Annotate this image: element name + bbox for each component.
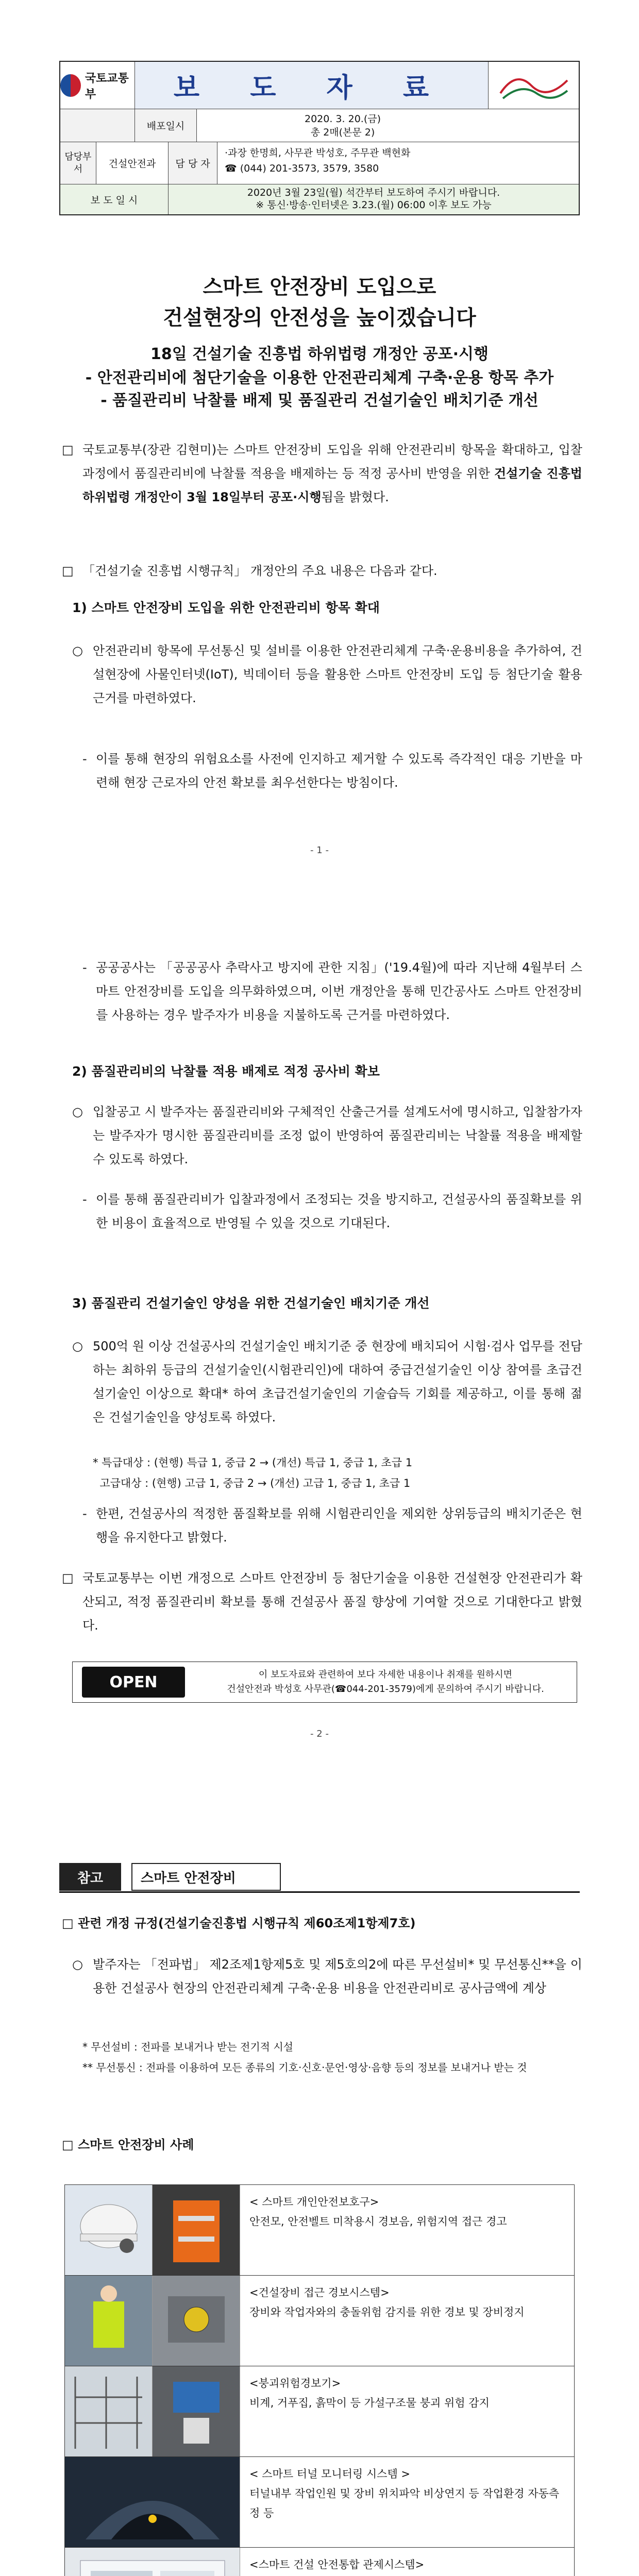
example-title: <붕괴위험경보기> xyxy=(249,2377,341,2389)
embargo-label: 보 도 일 시 xyxy=(60,184,169,214)
circle-bullet-icon: ○ xyxy=(72,1957,83,1972)
circle-bullet-icon: ○ xyxy=(72,1339,83,1353)
checkbox-bullet-icon: □ xyxy=(62,443,74,457)
example-row xyxy=(65,2366,574,2457)
definition-radio-communication: ** 무선통신 : 전파를 이용하여 모든 종류의 기호·신호·문언·영상·음향 등의 정보를 보내거나 받는 것 xyxy=(82,2061,527,2074)
reference-section-1-text: ○ 발주자는 「전파법」 제2조제1항제5호 및 제5호의2에 따른 무선설비* 및 무선통신**을 이용한 건설공사 현장의 안전관리체계 구축·운용 비용을 안전관리비로 공사금액에 계상 xyxy=(72,1953,582,2000)
page-number-1: - 1 - xyxy=(310,845,329,856)
note-line-2: 건설안전과 박성호 사무관(☎044-201-3579)에게 문의하여 주시기 바랍니다. xyxy=(227,1684,544,1694)
scaffold-photo-icon xyxy=(65,2366,153,2456)
example-row xyxy=(65,2548,574,2576)
section-2-point-2: - 이를 통해 품질관리비가 입찰과정에서 조정되는 것을 방지하고, 건설공사의 품질확보를 위한 비용이 효율적으로 반영될 수 있을 것으로 기대된다. xyxy=(82,1192,582,1230)
example-row xyxy=(65,2457,574,2548)
page-number-2: - 2 - xyxy=(310,1728,329,1739)
ministry-name: 국토교통부 xyxy=(85,72,129,101)
contact-info xyxy=(217,142,579,184)
tunnel-monitoring-photo-icon xyxy=(65,2457,240,2547)
section-2-point-1: ○ 입찰공고 시 발주자는 품질관리비와 구체적인 산출근거를 설계도서에 명시하고, 입찰참가자는 발주자가 명시한 품질관리비를 조정 없이 반영하여 품질관리비는 낙찰률 적용을 배제할 수 있도록 하였다. xyxy=(72,1100,582,1171)
distribution-date: 2020. 3. 20.(금) xyxy=(305,113,381,125)
taegeuk-logo-icon xyxy=(60,74,81,97)
distribution-label: 배포일시 xyxy=(135,109,197,142)
sensor-device-photo-icon xyxy=(153,2276,240,2366)
example-title: < 스마트 터널 모니터링 시스템 > xyxy=(249,2468,410,2480)
worker-vest-photo-icon xyxy=(65,2276,153,2366)
press-header-table xyxy=(59,61,580,215)
embargo-line1: 2020년 3월 23일(월) 석간부터 보도하여 주시기 바랍니다. xyxy=(247,187,500,198)
example-title: <건설장비 접근 경보시스템> xyxy=(249,2286,390,2299)
paragraph-intro: □ 국토교통부(장관 김현미)는 스마트 안전장비 도입을 위해 안전관리비 항목을 확대하고, 입찰과정에서 품질관리비에 낙찰률 적용을 배제하는 등 적정 공사비 반영을 위한 건설기술 진흥법 하위법령 개정안이 3월 18일부터 공포·시행됨을 밝혔다. xyxy=(62,438,582,509)
note-line-1: 이 보도자료와 관련하여 보다 자세한 내용이나 취재를 원하시면 xyxy=(258,1669,513,1680)
section-3-heading: 3) 품질관리 건설기술인 양성을 위한 건설기술인 배치기준 개선 xyxy=(72,1296,430,1311)
definition-radio-equipment: * 무선설비 : 전파를 보내거나 받는 전기적 시설 xyxy=(82,2041,293,2053)
paragraph-conclusion: □ 국토교통부는 이번 개정으로 스마트 안전장비 등 첨단기술을 이용한 건설현장 안전관리가 확산되고, 적정 품질관리비 확보를 통해 건설공사 품질 향상에 기여할 것으로 기대한다고 밝혔다. xyxy=(62,1566,582,1637)
example-title: < 스마트 개인안전보호구> xyxy=(249,2196,379,2208)
example-desc: 안전모, 안전벨트 미착용시 경보음, 위험지역 접근 경고 xyxy=(249,2215,507,2228)
reference-header xyxy=(59,1860,580,1893)
distribution-pages: 총 2매(본문 2) xyxy=(310,127,375,138)
reference-section-2-heading: □ 스마트 안전장비 사례 xyxy=(62,2138,194,2152)
contact-people: ·과장 한명희, 사무관 박성호, 주무관 백현화 xyxy=(225,147,411,159)
distribution-info xyxy=(197,109,489,142)
press-release-title: 보 도 자 료 xyxy=(135,62,489,109)
circle-bullet-icon: ○ xyxy=(72,643,83,658)
contact-label: 담 당 자 xyxy=(169,142,217,184)
section-3-point-1: ○ 500억 원 이상 건설공사의 건설기술인 배치기준 중 현장에 배치되어 시험·검사 업무를 전담하는 최하위 등급의 건설기술인(시험관리인)에 대하여 중급건설기술인 이상 참여를 초급건설기술인 이상으로 확대* 하여 초급건설기술인의 기술습득 기회를 제공하고, 이를 통해 젊은 건설기술인을 양성토록 하였다. xyxy=(72,1334,582,1429)
example-row xyxy=(65,2276,574,2366)
open-license-badge: OPEN xyxy=(82,1667,185,1698)
reference-title: 스마트 안전장비 xyxy=(131,1863,281,1891)
section-1-point-1: ○ 안전관리비 항목에 무선통신 및 설비를 이용한 안전관리체계 구축·운용비용을 추가하여, 건설현장에 사물인터넷(IoT), 빅데이터 등을 활용한 스마트 안전장비 도입 등 첨단기술 활용 근거를 마련하였다. xyxy=(72,639,582,710)
slogan-logo xyxy=(489,62,579,109)
headline-title-2: 건설현장의 안전성을 높이겠습니다 xyxy=(163,306,476,330)
smart-equipment-examples-table xyxy=(64,2184,575,2576)
dept-value: 건설안전과 xyxy=(96,142,169,184)
embargo-info xyxy=(169,184,579,214)
section-1-heading: 1) 스마트 안전장비 도입을 위한 안전관리비 항목 확대 xyxy=(72,600,380,615)
dept-label: 담당부서 xyxy=(60,142,96,184)
checkbox-bullet-icon: □ xyxy=(62,1571,74,1585)
contact-phone: ☎ (044) 201-3573, 3579, 3580 xyxy=(225,163,379,174)
section-1-point-2: - 이를 통해 현장의 위험요소를 사전에 인지하고 제거할 수 있도록 즉각적인 대응 기반을 마련해 현장 근로자의 안전 확보를 최우선한다는 방침이다. xyxy=(82,752,582,790)
headline-title-1: 스마트 안전장비 도입으로 xyxy=(203,275,436,299)
headline-sub-3: - 품질관리비 낙찰률 배제 및 품질관리 건설기술인 배치기준 개선 xyxy=(100,392,539,410)
example-desc: 비계, 거푸집, 흙막이 등 가설구조물 붕괴 위험 감지 xyxy=(249,2397,490,2409)
safety-belt-photo-icon xyxy=(153,2185,240,2275)
circle-bullet-icon: ○ xyxy=(72,1105,83,1119)
example-desc: 터널내부 작업인원 및 장비 위치파악 비상연지 등 작업환경 자동측정 등 xyxy=(249,2487,560,2519)
section-1-point-3: - 공공공사는 「공공공사 추락사고 방지에 관한 지침」('19.4월)에 따라 지난해 4월부터 스마트 안전장비를 도입을 의무화하였으며, 이번 개정안을 통해 민간공사도 스마트 안전장비를 사용하는 경우 발주자가 비용을 지불하도록 근거를 마련하였다. xyxy=(82,960,582,1022)
ministry-logo xyxy=(60,62,135,109)
section-3-note-2: 고급대상 : (현행) 고급 1, 중급 2 → (개선) 고급 1, 중급 1, 초급 1 xyxy=(93,1477,411,1489)
example-desc: 장비와 작업자와의 충돌위험 감지를 위한 경보 및 장비정지 xyxy=(249,2306,525,2318)
slogan-emblem-icon xyxy=(495,65,573,106)
headline-sub-2: - 안전관리비에 첨단기술을 이용한 안전관리체계 구축·운용 항목 추가 xyxy=(85,369,554,387)
embargo-line2: ※ 통신·방송·인터넷은 3.23.(월) 06:00 이후 보도 가능 xyxy=(256,199,492,211)
reference-tag: 참고 xyxy=(59,1863,121,1891)
section-3-point-2: - 한편, 건설공사의 적정한 품질확보를 위해 시험관리인을 제외한 상위등급의 배치기준은 현행을 유지한다고 밝혔다. xyxy=(82,1506,582,1545)
paragraph-overview: □ 「건설기술 진흥법 시행규칙」 개정안의 주요 내용은 다음과 같다. xyxy=(62,559,582,583)
collapse-alarm-photo-icon xyxy=(153,2366,240,2456)
example-title: <스마트 건설 안전통합 관제시스템> xyxy=(249,2558,425,2571)
reference-section-1-heading: □ 관련 개정 규정(건설기술진흥법 시행규칙 제60조제1항제7호) xyxy=(62,1916,416,1930)
headline-sub-1: 18일 건설기술 진흥법 하위법령 개정안 공포·시행 xyxy=(150,345,489,363)
contact-note-box xyxy=(72,1662,577,1703)
example-row xyxy=(65,2185,574,2276)
control-center-photo-icon xyxy=(65,2548,240,2576)
checkbox-bullet-icon: □ xyxy=(62,564,74,578)
section-3-note-1: * 특급대상 : (현행) 특급 1, 중급 2 → (개선) 특급 1, 중급 1, 초급 1 xyxy=(93,1456,413,1469)
helmet-photo-icon xyxy=(65,2185,153,2275)
section-2-heading: 2) 품질관리비의 낙찰률 적용 배제로 적정 공사비 확보 xyxy=(72,1064,380,1079)
